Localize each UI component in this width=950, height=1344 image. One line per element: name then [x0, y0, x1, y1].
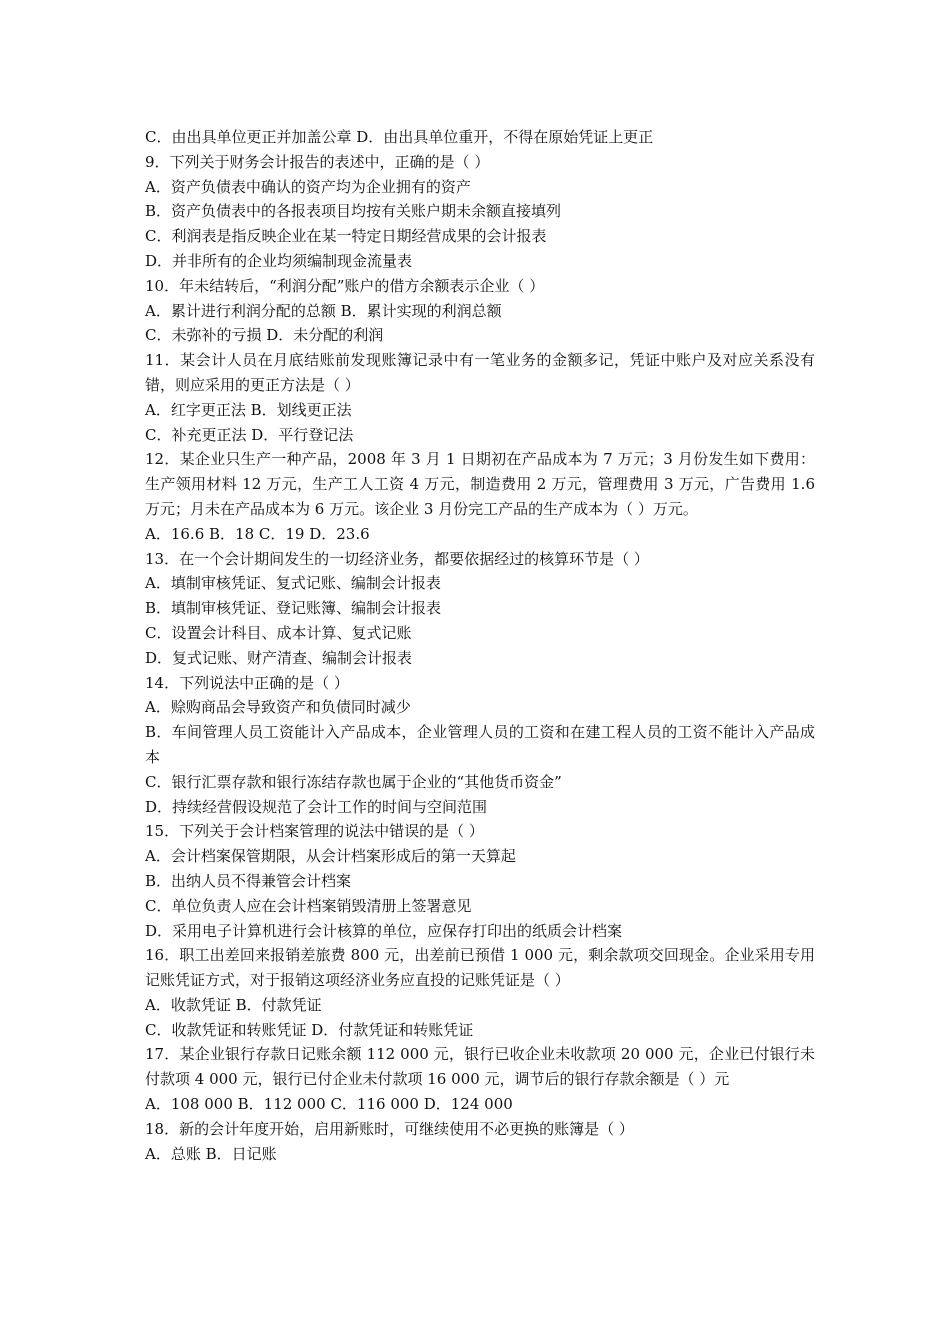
text-line: D．并非所有的企业均须编制现金流量表 — [145, 251, 413, 270]
text-line: A．108 000 B．112 000 C．116 000 D．124 000 — [145, 1095, 513, 1114]
text-line: C．由出具单位更正并加盖公章 D．由出具单位重开，不得在原始凭证上更正 — [145, 128, 654, 146]
text-line: 17．某企业银行存款日记账余额 112 000 元，银行已收企业未收款项 20 000 元，企业已付银行未付款项 4 000 元，银行已付企业未付款项 16 000 元，调节后的银行存款余额是（ ）元 — [145, 1045, 815, 1089]
text-line: A．赊购商品会导致资产和负债同时减少 — [145, 698, 411, 717]
text-line: 16．职工出差回来报销差旅费 800 元，出差前已预借 1 000 元，剩余款项交回现金。企业采用专用记账凭证方式，对于报销这项经济业务应直投的记账凭证是（ ） — [145, 946, 815, 990]
text-line: 18．新的会计年度开始，启用新账时，可继续使用不必更换的账簿是（ ） — [145, 1119, 634, 1138]
text-line: 12．某企业只生产一种产品，2008 年 3 月 1 日期初在产品成本为 7 万元；3 月份发生如下费用：生产领用材料 12 万元，生产工人工资 4 万元，制造费用 2 万元，管理费用 3 万元，广告费用 1.6 万元；月未在产品成本为 6 万元。该企业 3 月份完工产品的生产成本为（ ）万元。 — [145, 450, 815, 518]
text-line: 13．在一个会计期间发生的一切经济业务，都要依据经过的核算环节是（ ） — [145, 549, 649, 568]
text-line: C．利润表是指反映企业在某一特定日期经营成果的会计报表 — [145, 227, 547, 246]
text-line: A．收款凭证 B．付款凭证 — [145, 995, 322, 1014]
text-line: A．红字更正法 B．划线更正法 — [145, 400, 352, 419]
text-line: 10．年未结转后，“利润分配”账户的借方余额表示企业（ ） — [145, 276, 545, 295]
text-line: A．会计档案保管期限，从会计档案形成后的第一天算起 — [145, 847, 516, 866]
text-line: A．资产负债表中确认的资产均为企业拥有的资产 — [145, 177, 471, 196]
text-line: B．出纳人员不得兼管会计档案 — [145, 871, 352, 890]
text-line: C．设置会计科目、成本计算、复式记账 — [145, 623, 412, 642]
text-line: D．采用电子计算机进行会计核算的单位，应保存打印出的纸质会计档案 — [145, 921, 623, 940]
text-line: 11．某会计人员在月底结账前发现账簿记录中有一笔业务的金额多记，凭证中账户及对应关系没有错，则应采用的更正方法是（ ） — [145, 351, 815, 394]
text-line: A．16.6 B．18 C．19 D．23.6 — [145, 524, 370, 543]
text-line: D．复式记账、财产清查、编制会计报表 — [145, 648, 413, 667]
text-line: 15．下列关于会计档案管理的说法中错误的是（ ） — [145, 822, 484, 841]
text-line: C．银行汇票存款和银行冻结存款也属于企业的“其他货币资金” — [145, 772, 562, 791]
text-line: 9．下列关于财务会计报告的表述中，正确的是（ ） — [145, 152, 490, 171]
document-body — [145, 125, 815, 1166]
text-line: C．收款凭证和转账凭证 D．付款凭证和转账凭证 — [145, 1020, 474, 1039]
text-line: A．填制审核凭证、复式记账、编制会计报表 — [145, 574, 441, 593]
text-line: C．单位负责人应在会计档案销毁清册上签署意见 — [145, 896, 472, 915]
text-line: C．补充更正法 D．平行登记法 — [145, 425, 354, 444]
text-line: D．持续经营假设规范了会计工作的时间与空间范围 — [145, 797, 488, 816]
text-line: A．累计进行利润分配的总额 B．累计实现的利润总额 — [145, 301, 502, 320]
text-line: B．填制审核凭证、登记账簿、编制会计报表 — [145, 599, 442, 618]
text-line: 14．下列说法中正确的是（ ） — [145, 673, 349, 692]
text-line: C．未弥补的亏损 D．未分配的利润 — [145, 326, 384, 345]
text-line: A．总账 B．日记账 — [145, 1144, 277, 1163]
text-line: B．资产负债表中的各报表项目均按有关账户期未余额直接填列 — [145, 202, 562, 221]
text-line: B．车间管理人员工资能计入产品成本，企业管理人员的工资和在建工程人员的工资不能计入产品成本 — [145, 723, 815, 766]
